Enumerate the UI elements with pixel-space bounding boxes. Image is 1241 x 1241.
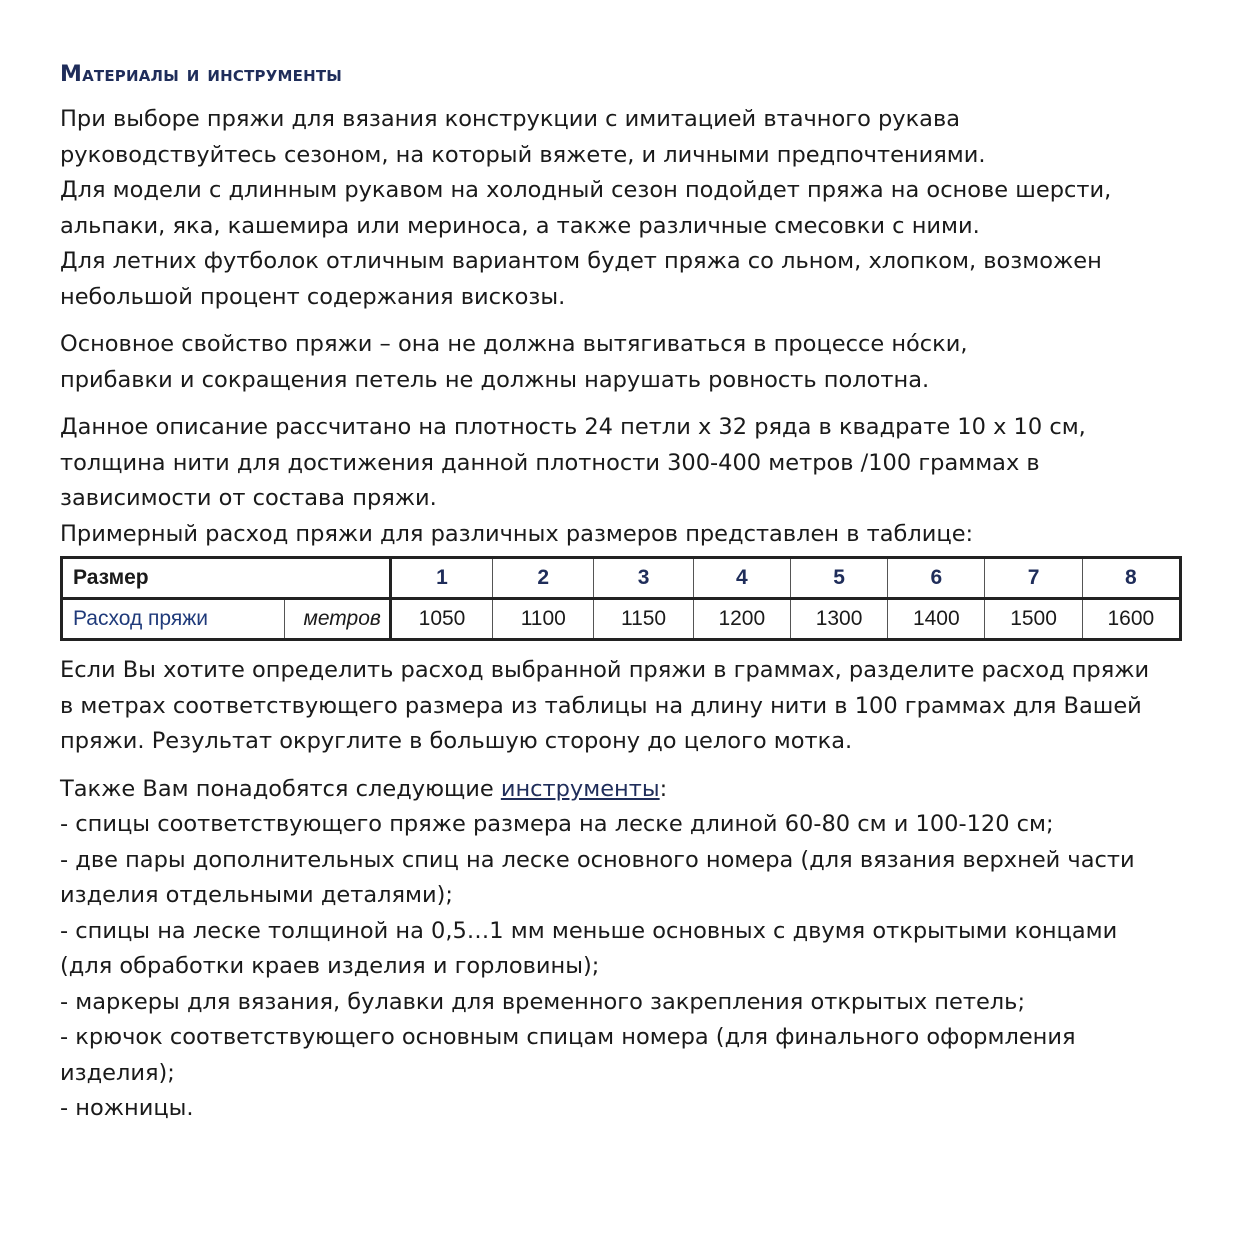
text-line: альпаки, яка, кашемира или мериноса, а также различные смесовки с ними.: [60, 212, 980, 239]
text-line: в метрах соответствующего размера из таблицы на длину нити в 100 граммах для Вашей: [60, 692, 1142, 719]
text-line: При выборе пряжи для вязания конструкции с имитацией втачного рукава: [60, 106, 961, 132]
size-cell: 8: [1082, 558, 1180, 599]
unit-cell: метров: [284, 599, 390, 640]
list-item: - спицы соответствующего пряже размера на леске длиной 60-80 см и 100-120 см;: [60, 811, 1054, 837]
tools-intro-colon: :: [659, 775, 668, 802]
yarn-choice-paragraph: [60, 102, 1185, 315]
size-cell: 3: [594, 558, 693, 599]
meters-cell: 1150: [594, 599, 693, 640]
text-line: Примерный расход пряжи для различных размеров представлен в таблице:: [60, 520, 974, 547]
meters-cell: 1400: [888, 599, 985, 640]
meters-cell: 1600: [1082, 599, 1180, 640]
text-line: пряжи. Результат округлите в большую сторону до целого мотка.: [60, 728, 853, 754]
list-item: (для обработки краев изделия и горловины);: [60, 953, 600, 979]
section-heading: Материалы и инструменты: [60, 62, 343, 87]
list-item: - крючок соответствующего основным спицам номера (для финального оформления: [60, 1024, 1076, 1050]
text-line: Основное свойство пряжи – она не должна вытягиваться в процессе нóски,: [60, 331, 968, 357]
list-item: - ножницы.: [60, 1095, 194, 1121]
gauge-paragraph: [60, 410, 1185, 552]
table-row: [62, 599, 1181, 640]
list-item: - две пары дополнительных спиц на леске основного номера (для вязания верхней части: [60, 846, 1135, 873]
gram-calculation-paragraph: [60, 653, 1185, 760]
text-line: Для летних футболок отличным вариантом будет пряжа со льном, хлопком, возможен: [60, 248, 1102, 274]
tools-intro-text: Также Вам понадобятся следующие: [60, 775, 501, 802]
text-line: Для модели с длинным рукавом на холодный сезон подойдет пряжа на основе шерсти,: [60, 177, 1112, 203]
list-item: изделия);: [60, 1059, 175, 1086]
size-cell: 7: [985, 558, 1082, 599]
text-line: толщина нити для достижения данной плотности 300-400 метров /100 граммах в: [60, 449, 1040, 476]
tools-link[interactable]: инструменты: [500, 775, 660, 802]
list-item: - спицы на леске толщиной на 0,5…1 мм меньше основных с двумя открытыми концами: [60, 917, 1118, 944]
size-label-cell: Размер: [62, 558, 391, 599]
text-line: руководствуйтесь сезоном, на который вяжете, и личными предпочтениями.: [60, 141, 986, 168]
tools-intro: [60, 772, 1185, 808]
meters-cell: 1300: [790, 599, 887, 640]
size-cell: 2: [493, 558, 594, 599]
list-item: - маркеры для вязания, булавки для временного закрепления открытых петель;: [60, 988, 1026, 1015]
meters-cell: 1200: [693, 599, 790, 640]
tools-list: [60, 772, 1185, 1127]
list-item: изделия отдельными деталями);: [60, 882, 453, 908]
text-line: зависимости от состава пряжи.: [60, 485, 437, 511]
meters-cell: 1500: [985, 599, 1082, 640]
usage-label-cell: Расход пряжи: [62, 599, 285, 640]
yarn-usage-table: [60, 556, 1182, 641]
table-header-row: [62, 558, 1181, 599]
meters-cell: 1100: [493, 599, 594, 640]
size-cell: 4: [693, 558, 790, 599]
size-cell: 5: [790, 558, 887, 599]
meters-cell: 1050: [390, 599, 492, 640]
text-line: Если Вы хотите определить расход выбранной пряжи в граммах, разделите расход пряжи: [60, 657, 1150, 683]
size-cell: 1: [390, 558, 492, 599]
text-line: небольшой процент содержания вискозы.: [60, 283, 566, 310]
text-line: Данное описание рассчитано на плотность 24 петли х 32 ряда в квадрате 10 х 10 см,: [60, 414, 1086, 440]
size-cell: 6: [888, 558, 985, 599]
document-page: [60, 62, 1185, 1139]
yarn-property-paragraph: [60, 327, 1185, 398]
text-line: прибавки и сокращения петель не должны нарушать ровность полотна.: [60, 366, 930, 393]
